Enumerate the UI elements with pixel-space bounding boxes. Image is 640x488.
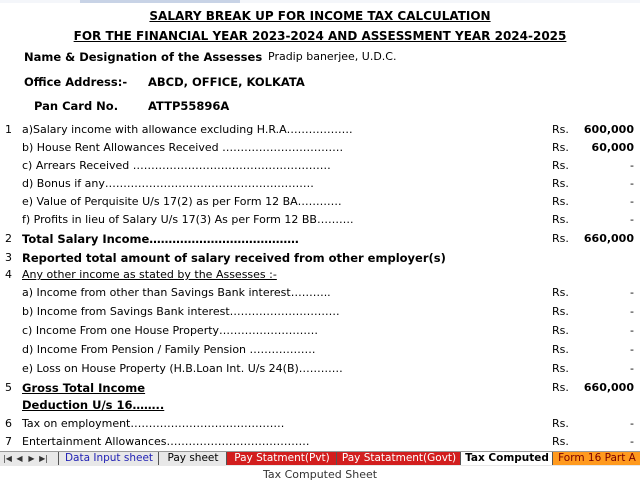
currency-label: Rs. xyxy=(552,286,569,299)
row-amount[interactable]: - xyxy=(630,362,634,375)
row-label: b) House Rent Allowances Received …………………………… xyxy=(22,141,344,154)
currency-label: Rs. xyxy=(552,362,569,375)
row-label: Entertainment Allowances………………………………… xyxy=(22,435,310,448)
row-amount[interactable]: - xyxy=(630,195,634,208)
table-row xyxy=(0,141,640,159)
table-row xyxy=(0,159,640,177)
row-amount[interactable]: 660,000 xyxy=(583,232,634,245)
table-row xyxy=(0,195,640,213)
currency-label: Rs. xyxy=(552,195,569,208)
row-label: e) Loss on House Property (H.B.Loan Int. U/s 24(B)………… xyxy=(22,362,343,375)
name-value[interactable]: Pradip banerjee, U.D.C. xyxy=(268,50,397,63)
name-label: Name & Designation of the Assesses xyxy=(24,50,263,64)
row-label: Gross Total Income xyxy=(22,381,146,395)
tab-pay-statatment-govt[interactable]: Pay Statatment(Govt) xyxy=(336,452,462,465)
office-label: Office Address:- xyxy=(24,75,128,89)
table-row xyxy=(0,417,640,435)
tab-pay-sheet[interactable]: Pay sheet xyxy=(158,452,228,465)
table-row xyxy=(0,251,640,269)
sheet-subtitle xyxy=(0,29,640,43)
row-label: e) Value of Perquisite U/s 17(2) as per Form 12 BA………… xyxy=(22,195,342,208)
row-number: 2 xyxy=(5,232,12,245)
currency-label: Rs. xyxy=(552,381,569,394)
table-row xyxy=(0,343,640,361)
row-label: Any other income as stated by the Assesses :- xyxy=(22,268,277,281)
row-number: 3 xyxy=(5,251,12,264)
row-label: b) Income from Savings Bank interest………………………… xyxy=(22,305,340,318)
table-row xyxy=(0,305,640,323)
row-number: 4 xyxy=(5,268,12,281)
tab-pay-statment-pvt[interactable]: Pay Statment(Pvt) xyxy=(226,452,338,465)
row-number: 6 xyxy=(5,417,12,430)
row-amount[interactable]: - xyxy=(630,343,634,356)
table-row xyxy=(0,381,640,399)
office-value[interactable]: ABCD, OFFICE, KOLKATA xyxy=(148,75,305,89)
row-label: d) Income From Pension / Family Pension ……………… xyxy=(22,343,316,356)
table-row xyxy=(0,324,640,342)
next-sheet-icon[interactable]: ▶ xyxy=(28,454,35,463)
row-label: c) Income From one House Property……………………… xyxy=(22,324,319,337)
row-label: f) Profits in lieu of Salary U/s 17(3) As per Form 12 BB………. xyxy=(22,213,354,226)
currency-label: Rs. xyxy=(552,343,569,356)
table-row xyxy=(0,213,640,231)
worksheet[interactable] xyxy=(0,3,640,451)
row-amount[interactable]: - xyxy=(630,324,634,337)
row-amount[interactable]: 600,000 xyxy=(583,123,634,136)
currency-label: Rs. xyxy=(552,177,569,190)
row-amount[interactable]: - xyxy=(630,435,634,448)
row-label: d) Bonus if any………………………………………………… xyxy=(22,177,314,190)
row-amount[interactable]: - xyxy=(630,213,634,226)
row-amount[interactable]: - xyxy=(630,305,634,318)
currency-label: Rs. xyxy=(552,417,569,430)
row-amount[interactable]: - xyxy=(630,286,634,299)
table-row xyxy=(0,268,640,286)
row-label: a)Salary income with allowance excluding H.R.A……………… xyxy=(22,123,353,136)
first-sheet-icon[interactable]: |◀ xyxy=(3,454,12,463)
tab-data-input-sheet[interactable]: Data Input sheet xyxy=(58,452,160,465)
tab-form-16-part-a[interactable]: Form 16 Part A xyxy=(552,452,640,465)
last-sheet-icon[interactable]: ▶| xyxy=(39,454,48,463)
sheet-title xyxy=(0,9,640,23)
sheet-subtitle-text: FOR THE FINANCIAL YEAR 2023-2024 AND ASSESSMENT YEAR 2024-2025 xyxy=(73,29,567,43)
row-amount[interactable]: 660,000 xyxy=(583,381,634,394)
table-row xyxy=(0,123,640,141)
currency-label: Rs. xyxy=(552,305,569,318)
row-amount[interactable]: - xyxy=(630,417,634,430)
table-row xyxy=(0,398,640,416)
sheet-tab-bar xyxy=(0,451,640,467)
currency-label: Rs. xyxy=(552,123,569,136)
currency-label: Rs. xyxy=(552,324,569,337)
row-amount[interactable]: - xyxy=(630,159,634,172)
table-row xyxy=(0,232,640,250)
currency-label: Rs. xyxy=(552,435,569,448)
currency-label: Rs. xyxy=(552,159,569,172)
row-label: Deduction U/s 16…….. xyxy=(22,398,165,412)
sheet-title-text: SALARY BREAK UP FOR INCOME TAX CALCULATION xyxy=(149,9,491,23)
row-number: 7 xyxy=(5,435,12,448)
row-number: 5 xyxy=(5,381,12,394)
currency-label: Rs. xyxy=(552,141,569,154)
currency-label: Rs. xyxy=(552,232,569,245)
row-label: Total Salary Income………………………………… xyxy=(22,232,299,246)
row-label: Tax on employment…………………………………… xyxy=(22,417,285,430)
pan-label: Pan Card No. xyxy=(34,99,119,113)
currency-label: Rs. xyxy=(552,213,569,226)
row-amount[interactable]: 60,000 xyxy=(591,141,634,154)
table-row xyxy=(0,177,640,195)
status-caption: Tax Computed Sheet xyxy=(0,466,640,488)
row-amount[interactable]: - xyxy=(630,177,634,190)
tab-tax-computed[interactable]: Tax Computed xyxy=(460,452,554,465)
row-label: c) Arrears Received ……………………………………………… xyxy=(22,159,331,172)
table-row xyxy=(0,362,640,380)
row-label: a) Income from other than Savings Bank interest……….. xyxy=(22,286,331,299)
table-row xyxy=(0,286,640,304)
prev-sheet-icon[interactable]: ◀ xyxy=(16,454,23,463)
row-label: Reported total amount of salary received from other employer(s) xyxy=(22,251,446,265)
row-number: 1 xyxy=(5,123,12,136)
table-row xyxy=(0,435,640,451)
pan-value[interactable]: ATTP55896A xyxy=(148,99,230,113)
